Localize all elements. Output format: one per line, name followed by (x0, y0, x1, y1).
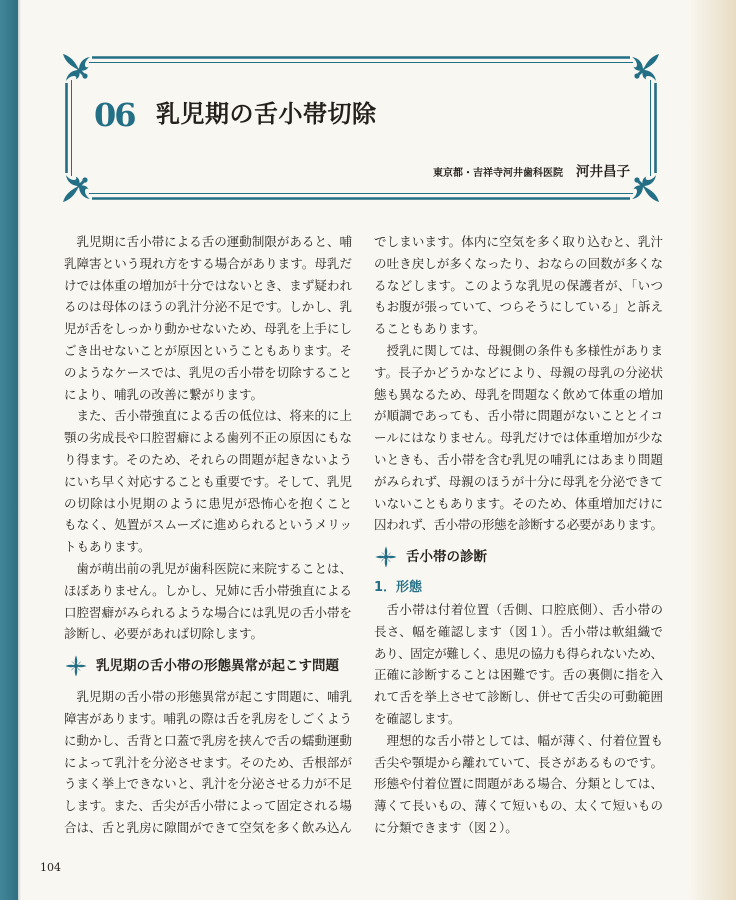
text-line-row (64, 449, 352, 471)
text-line-row (374, 296, 663, 318)
text-line: でしまいます。体内に空気を多く取り込むと、乳汁 (374, 234, 664, 249)
text-line-row (374, 384, 663, 406)
text-line: 口腔習癖がみられるような場合には乳児の舌小帯を (64, 604, 353, 620)
text-line: に分類できます（図２）。 (374, 819, 518, 835)
text-line-row (374, 730, 663, 752)
text-line: うまく挙上できないと、乳汁を分泌させる力が不足 (64, 776, 353, 792)
text-line: 児が舌をしっかり動かせないため、母乳を上手にし (64, 321, 353, 337)
text-line: トもあります。 (64, 539, 151, 555)
text-line-row (64, 752, 352, 774)
side-color-bar (0, 0, 18, 900)
text-line-row (374, 318, 663, 340)
text-line-row (374, 773, 663, 795)
text-line-row (374, 471, 663, 493)
text-line: 舌尖や顎堤から離れていて、長さがあるものです。 (374, 754, 664, 770)
text-line: 正確に診断することは困難です。舌の裏側に指を入 (374, 667, 664, 683)
text-line-row (64, 558, 352, 580)
text-line: 形態や付着位置に問題がある場合、分類としては、 (374, 776, 664, 792)
text-line: が順調であっても、舌小帯に問題がないこととイコ (374, 408, 664, 424)
text-line-row (64, 708, 352, 730)
text-line-row (374, 405, 663, 427)
chapter-title: 乳児期の舌小帯切除 (156, 99, 377, 128)
text-line: れて舌を挙上させて診断し、併せて舌尖の可動範囲 (374, 689, 664, 705)
text-line-row (374, 362, 663, 384)
side-bar-shadow (18, 0, 21, 900)
author-affiliation: 東京都・吉祥寺河井歯科医院 (433, 168, 563, 179)
text-line: 乳障害という現れ方をする場合があります。母乳だ (64, 255, 353, 271)
text-line: ほぼありません。しかし、兄姉に舌小帯強直による (64, 582, 352, 598)
text-line-row (374, 686, 663, 708)
text-line-row (374, 514, 663, 536)
fleur-cross-icon (65, 655, 87, 677)
text-line-row (64, 275, 352, 297)
text-line-row (64, 231, 352, 253)
text-line: 長さ、幅を確認します（図１）。舌小帯は軟組織で (374, 623, 664, 639)
corner-ornament-icon (63, 54, 90, 81)
text-line-row (64, 318, 352, 340)
text-line: します。また、舌尖が舌小帯によって固定される場 (64, 798, 353, 814)
text-line: の切除は小児期のように患児が恐怖心を抱くこと (64, 495, 353, 511)
text-line-row (64, 405, 352, 427)
text-line: の吐き戻しが多くなったり、おならの回数が多くな (374, 255, 664, 271)
text-line-row (374, 664, 663, 686)
text-line-row (64, 580, 352, 602)
text-line: もなく、処置がスムーズに進められるというメリッ (64, 517, 353, 533)
text-line: いときも、舌小帯を含む乳児の哺乳にはあまり問題 (374, 451, 664, 467)
text-line-row (64, 471, 352, 493)
text-column-left (64, 231, 352, 839)
paragraph (374, 599, 663, 730)
text-line-row (64, 493, 352, 515)
text-line: に動かし、舌背と口蓋で乳房を挟んで舌の蠕動運動 (64, 732, 353, 748)
paragraph (64, 405, 352, 558)
text-line: 舌小帯は付着位置（舌側、口腔底側）、舌小帯の (386, 601, 664, 617)
subsection-heading: 1．形態 (374, 580, 423, 596)
text-line: 態も異なるため、母乳を問題なく飲めて体重の増加 (374, 386, 664, 402)
text-line-row (64, 362, 352, 384)
text-line: を確認します。 (374, 710, 461, 726)
paragraph (374, 231, 663, 340)
section-heading (374, 536, 663, 577)
text-line: により、哺乳の改善に繋がります。 (64, 386, 264, 402)
text-line: 乳児期に舌小帯による舌の運動制限があると、哺 (76, 234, 353, 249)
text-line-row (64, 686, 352, 708)
page-edge-shade (688, 0, 736, 900)
text-line: 乳児期の舌小帯の形態異常が起こす問題に、哺乳 (76, 689, 353, 705)
text-line: 歯が萌出前の乳児が歯科医院に来院することは、 (76, 560, 353, 576)
text-line: 診断し、必要があれば切除します。 (64, 626, 264, 642)
text-line: けでは体重の増加が十分ではないとき、まず疑われ (64, 277, 353, 293)
section-heading-text: 乳児期の舌小帯の形態異常が起こす問題 (96, 657, 339, 674)
text-line-row (374, 231, 663, 253)
text-line: 障害があります。哺乳の際は舌を乳房をしごくよう (64, 710, 353, 726)
text-line-row (64, 730, 352, 752)
text-line-row (374, 599, 663, 621)
text-line-row (64, 384, 352, 406)
text-line: 合は、舌と乳房に隙間ができて空気を多く飲み込ん (64, 819, 353, 835)
text-line-row (374, 253, 663, 275)
text-line: ールにはなりません。母乳だけでは体重増加が少な (374, 430, 664, 446)
text-line: また、舌小帯強直による舌の低位は、将来的に上 (76, 408, 353, 424)
text-line-row (64, 536, 352, 558)
text-line-row (374, 643, 663, 665)
text-line: す。長子かどうかなどにより、母親の母乳の分泌状 (374, 364, 664, 380)
paragraph (374, 730, 663, 839)
page-number: 104 (40, 861, 61, 874)
paragraph (64, 558, 352, 645)
text-line-row (374, 427, 663, 449)
paragraph (374, 340, 663, 536)
text-line-row (374, 817, 663, 839)
text-line-row (64, 773, 352, 795)
text-line-row (64, 795, 352, 817)
text-line: ることもあります。 (374, 321, 486, 337)
paragraph (64, 231, 352, 405)
text-line-row (374, 493, 663, 515)
text-line: 顎の劣成長や口腔習癖による歯列不正の原因にもな (64, 430, 353, 446)
byline (433, 162, 630, 184)
text-line-row (64, 514, 352, 536)
corner-ornament-icon (632, 54, 659, 81)
text-line-row (64, 296, 352, 318)
corner-ornament-icon (63, 175, 90, 202)
text-line-row (374, 752, 663, 774)
text-line: もお腹が張っていて、つらそうにしている」と訴え (374, 299, 664, 315)
text-line-row (374, 340, 663, 362)
text-line: るなどします。このような乳児の保護者が、「いつ (374, 277, 664, 293)
text-line: がみられず、母親のほうが十分に母乳を分泌できて (374, 473, 664, 489)
text-line: あり、固定が難しく、患児の協力も得られないため、 (374, 645, 663, 661)
text-line-row (374, 621, 663, 643)
paragraph (64, 686, 352, 839)
text-line-row (64, 602, 352, 624)
text-line: 授乳に関しては、母親側の条件も多様性がありま (386, 342, 664, 358)
text-line-row (64, 427, 352, 449)
section-heading (64, 645, 352, 686)
text-line-row (374, 449, 663, 471)
text-column-right (374, 231, 663, 839)
text-line: いないこともあります。そのため、体重増加だけに (374, 495, 664, 511)
text-line: によって乳汁を分泌させます。そのため、舌根部が (64, 754, 353, 770)
section-heading-text: 舌小帯の診断 (406, 548, 487, 565)
text-line-row (64, 253, 352, 275)
text-line: ごき出せないことが原因ということもあります。そ (64, 342, 353, 358)
chapter-number: 06 (94, 96, 135, 134)
text-line: にいち早く対応することも重要です。そして、乳児 (64, 473, 353, 489)
text-line-row (374, 708, 663, 730)
text-line: 囚われず、舌小帯の形態を診断する必要があります。 (374, 517, 663, 533)
text-line-row (374, 275, 663, 297)
text-line: るのは母体のほうの乳汁分泌不足です。しかし、乳 (64, 299, 353, 315)
text-line-row (64, 340, 352, 362)
text-line-row (374, 795, 663, 817)
text-line: り得ます。そのため、それらの問題が起きないよう (64, 451, 353, 467)
text-line-row (64, 623, 352, 645)
text-line: のようなケースでは、乳児の舌小帯を切除すること (64, 364, 353, 380)
author-name: 河井昌子 (576, 164, 630, 180)
text-line: 薄くて長いもの、薄くて短いもの、太くて短いもの (374, 798, 664, 814)
fleur-cross-icon (375, 546, 397, 568)
text-line: 理想的な舌小帯としては、幅が薄く、付着位置も (386, 732, 664, 748)
text-line-row (64, 817, 352, 839)
corner-ornament-icon (632, 175, 659, 202)
